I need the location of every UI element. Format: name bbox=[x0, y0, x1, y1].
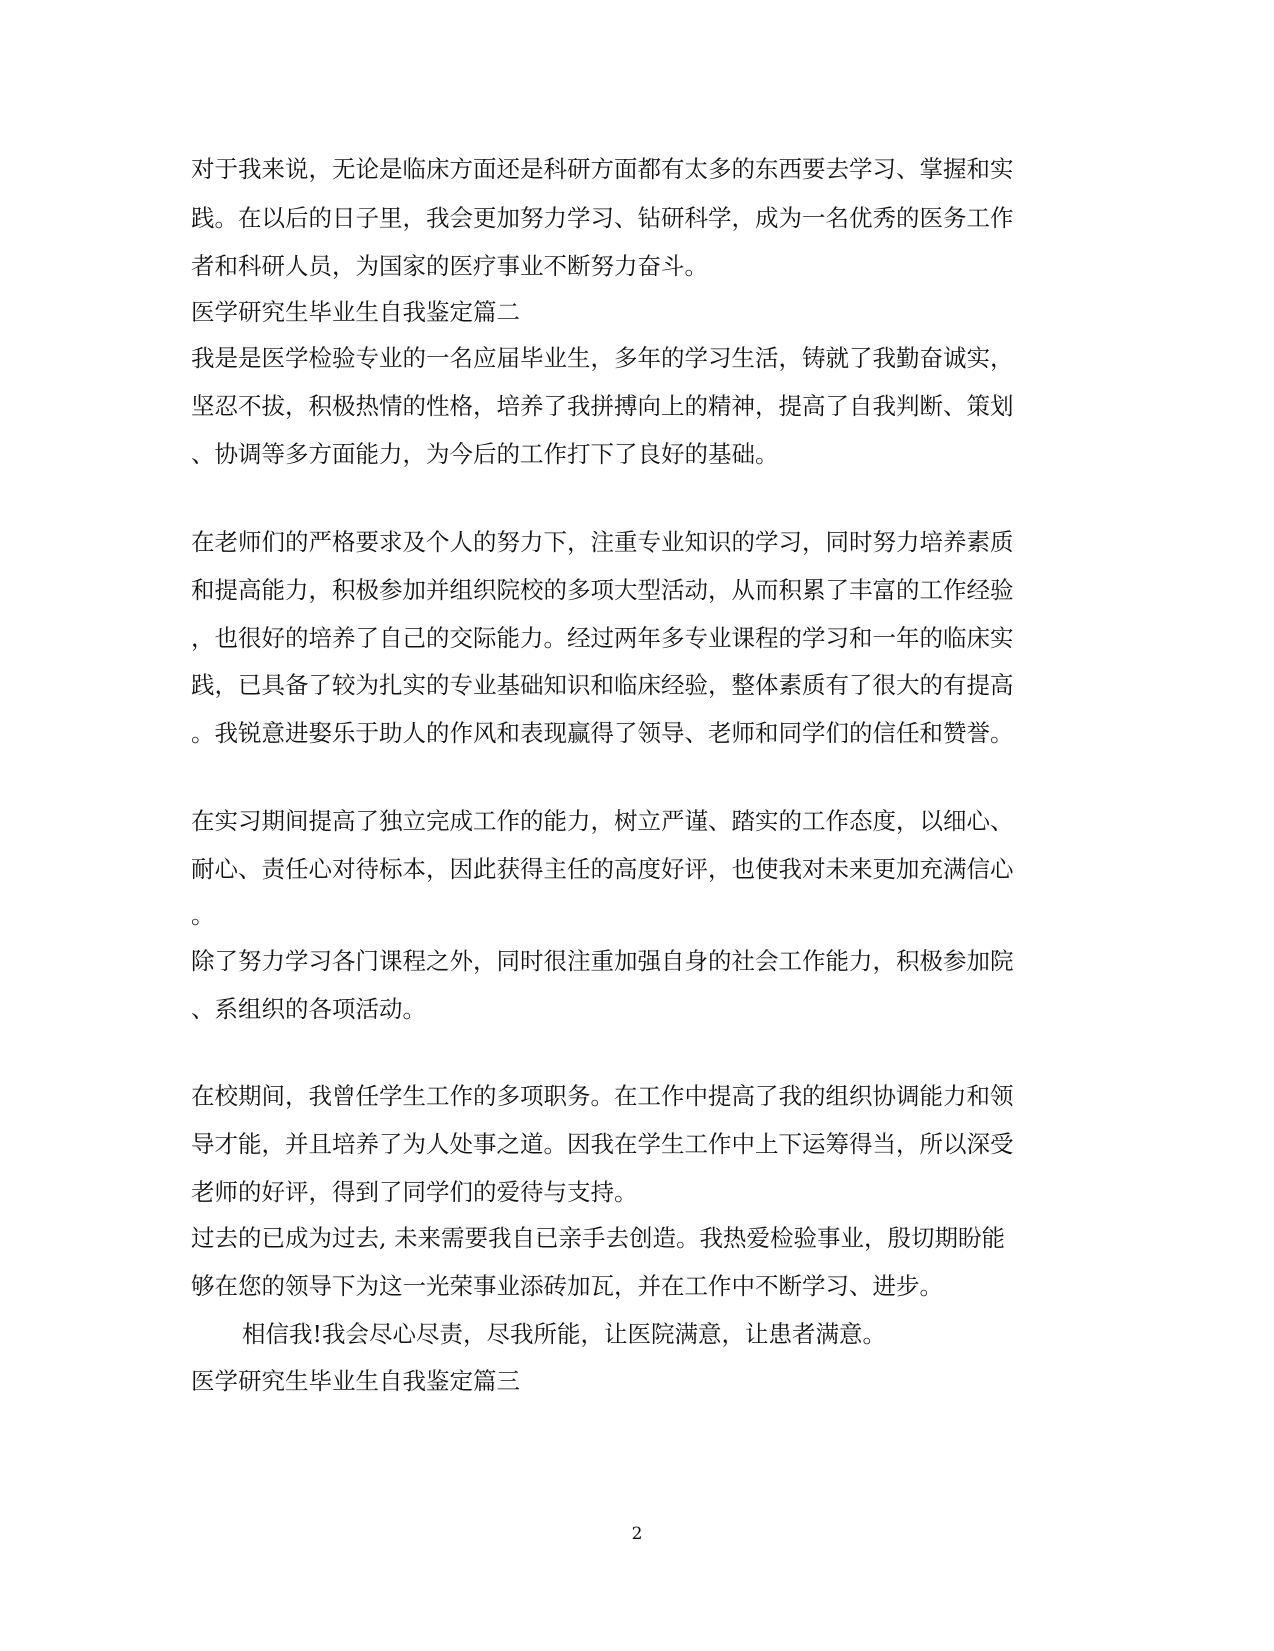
text-line: 坚忍不拔，积极热情的性格，培养了我拼搏向上的精神，提高了自我判断、策划 bbox=[191, 392, 1014, 420]
text-line: 我是是医学检验专业的一名应届毕业生，多年的学习生活，铸就了我勤奋诚实， bbox=[191, 344, 1014, 372]
text-line: 在实习期间提高了独立完成工作的能力，树立严谨、踏实的工作态度，以细心、 bbox=[191, 807, 1014, 835]
text-line: 除了努力学习各门课程之外，同时很注重加强自身的社会工作能力，积极参加院 bbox=[191, 947, 1014, 975]
text-line: 够在您的领导下为这一光荣事业添砖加瓦，并在工作中不断学习、进步。 bbox=[191, 1272, 943, 1300]
text-line: 耐心、责任心对待标本，因此获得主任的高度好评，也使我对未来更加充满信心 bbox=[191, 855, 1014, 883]
text-line: 。我锐意进娶乐于助人的作风和表现赢得了领导、老师和同学们的信任和赞誉。 bbox=[191, 719, 1014, 747]
text-line: 过去的已成为过去, 未来需要我自已亲手去创造。我热爱检验事业，殷切期盼能 bbox=[191, 1224, 1005, 1252]
text-line: 老师的好评，得到了同学们的爱待与支持。 bbox=[191, 1178, 638, 1206]
section-heading: 医学研究生毕业生自我鉴定篇三 bbox=[191, 1367, 520, 1395]
page-number: 2 bbox=[631, 1524, 643, 1544]
text-line: 、协调等多方面能力，为今后的工作打下了良好的基础。 bbox=[191, 440, 779, 468]
text-line: 和提高能力，积极参加并组织院校的多项大型活动，从而积累了丰富的工作经验 bbox=[191, 576, 1014, 604]
text-line: 导才能，并且培养了为人处事之道。因我在学生工作中上下运筹得当，所以深受 bbox=[191, 1130, 1014, 1158]
text-line: 在校期间，我曾任学生工作的多项职务。在工作中提高了我的组织协调能力和领 bbox=[191, 1082, 1014, 1110]
section-heading: 医学研究生毕业生自我鉴定篇二 bbox=[191, 298, 520, 326]
text-line: 践。在以后的日子里，我会更加努力学习、钻研科学，成为一名优秀的医务工作 bbox=[191, 204, 1014, 232]
text-line: ，也很好的培养了自己的交际能力。经过两年多专业课程的学习和一年的临床实 bbox=[191, 624, 1014, 652]
text-line: 相信我!我会尽心尽责，尽我所能，让医院满意，让患者满意。 bbox=[242, 1320, 886, 1348]
text-line: 在老师们的严格要求及个人的努力下，注重专业知识的学习，同时努力培养素质 bbox=[191, 528, 1014, 556]
text-line: 者和科研人员，为国家的医疗事业不断努力奋斗。 bbox=[191, 252, 708, 280]
text-line: 。 bbox=[191, 901, 215, 929]
text-line: 、系组织的各项活动。 bbox=[191, 995, 426, 1023]
text-line: 对于我来说，无论是临床方面还是科研方面都有太多的东西要去学习、掌握和实 bbox=[191, 155, 1014, 183]
text-line: 践，已具备了较为扎实的专业基础知识和临床经验，整体素质有了很大的有提高 bbox=[191, 671, 1014, 699]
